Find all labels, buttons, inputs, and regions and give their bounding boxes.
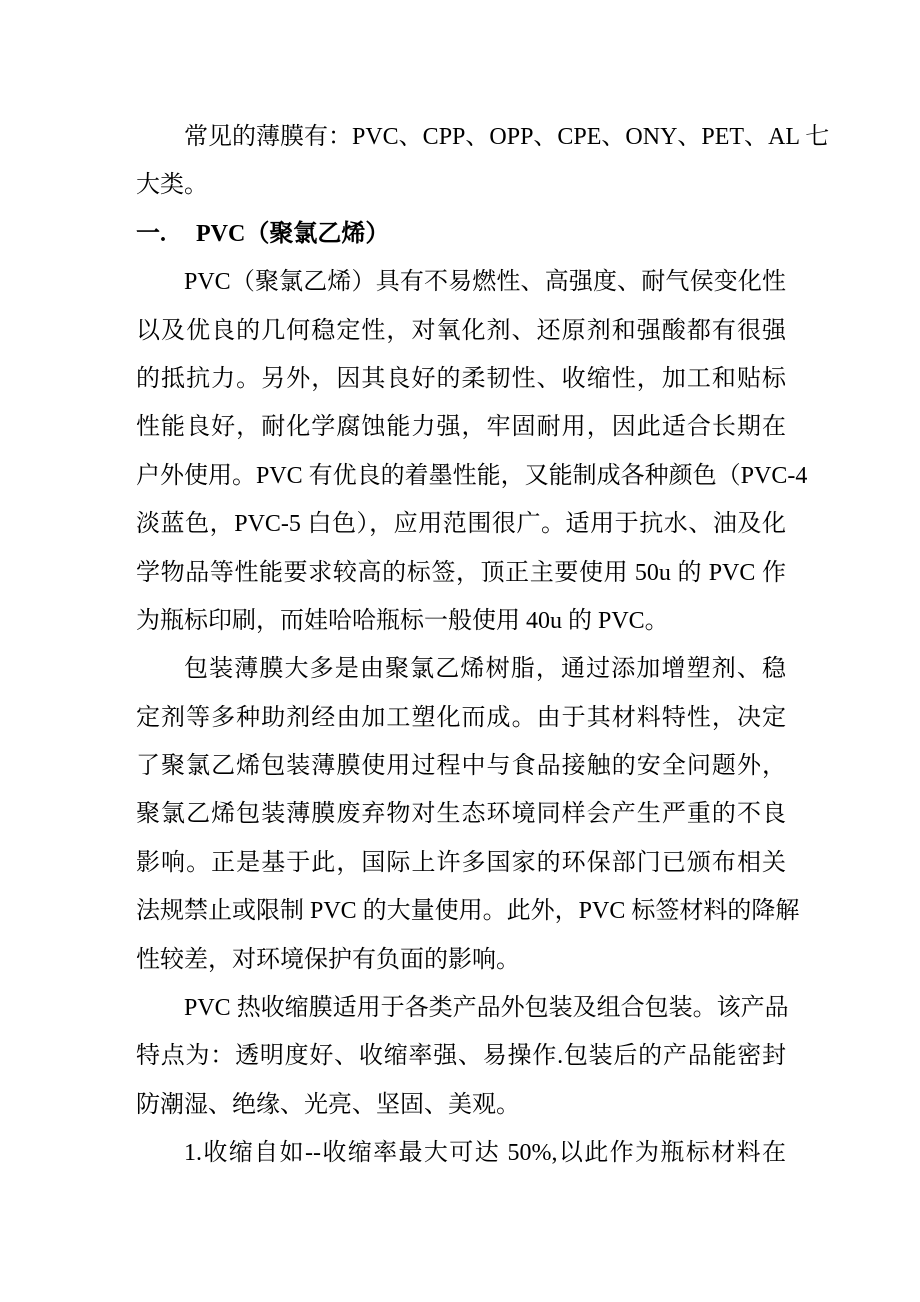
paragraph-line: PVC 热收缩膜适用于各类产品外包装及组合包装。该产品 [184, 995, 789, 1022]
section-title: PVC（聚氯乙烯） [196, 220, 390, 247]
document-page [136, 122, 830, 1187]
paragraph-line: 特点为：透明度好、收缩率强、易操作.包装后的产品能密封 [136, 1043, 786, 1070]
paragraph-line: 1.收缩自如--收缩率最大可达 50%,以此作为瓶标材料在 [184, 1140, 786, 1167]
paragraph-line: PVC（聚氯乙烯）具有不易燃性、高强度、耐气侯变化性 [184, 269, 786, 296]
paragraph-line: 定剂等多种助剂经由加工塑化而成。由于其材料特性，决定 [136, 704, 786, 731]
paragraph-line: 淡蓝色，PVC-5 白色），应用范围很广。适用于抗水、油及化 [136, 511, 786, 538]
paragraph-line: 聚氯乙烯包装薄膜废弃物对生态环境同样会产生严重的不良 [136, 801, 786, 828]
paragraph-line: 的抵抗力。另外，因其良好的柔韧性、收缩性，加工和贴标 [136, 365, 786, 392]
paragraph-line: 大类。 [136, 172, 208, 199]
section-number: 一. [136, 220, 166, 247]
paragraph-line: 学物品等性能要求较高的标签，顶正主要使用 50u 的 PVC 作 [136, 559, 786, 586]
paragraph-line: 包装薄膜大多是由聚氯乙烯树脂，通过添加增塑剂、稳 [184, 656, 786, 683]
paragraph-line: 性较差，对环境保护有负面的影响。 [136, 946, 520, 973]
paragraph-line: 户外使用。PVC 有优良的着墨性能，又能制成各种颜色（PVC-4 [136, 462, 808, 489]
paragraph-line: 影响。正是基于此，国际上许多国家的环保部门已颁布相关 [136, 849, 786, 876]
paragraph-line: 了聚氯乙烯包装薄膜使用过程中与食品接触的安全问题外， [136, 753, 786, 780]
section-heading [136, 219, 786, 267]
paragraph-line: 为瓶标印刷，而娃哈哈瓶标一般使用 40u 的 PVC。 [136, 607, 669, 634]
paragraph-line: 防潮湿、绝缘、光亮、坚固、美观。 [136, 1091, 520, 1118]
paragraph-line: 性能良好，耐化学腐蚀能力强，牢固耐用，因此适合长期在 [136, 414, 786, 441]
paragraph-line: 法规禁止或限制 PVC 的大量使用。此外，PVC 标签材料的降解 [136, 898, 800, 925]
paragraph-line: 常见的薄膜有：PVC、CPP、OPP、CPE、ONY、PET、AL 七 [184, 124, 830, 150]
paragraph-line: 以及优良的几何稳定性，对氧化剂、还原剂和强酸都有很强 [136, 317, 786, 344]
